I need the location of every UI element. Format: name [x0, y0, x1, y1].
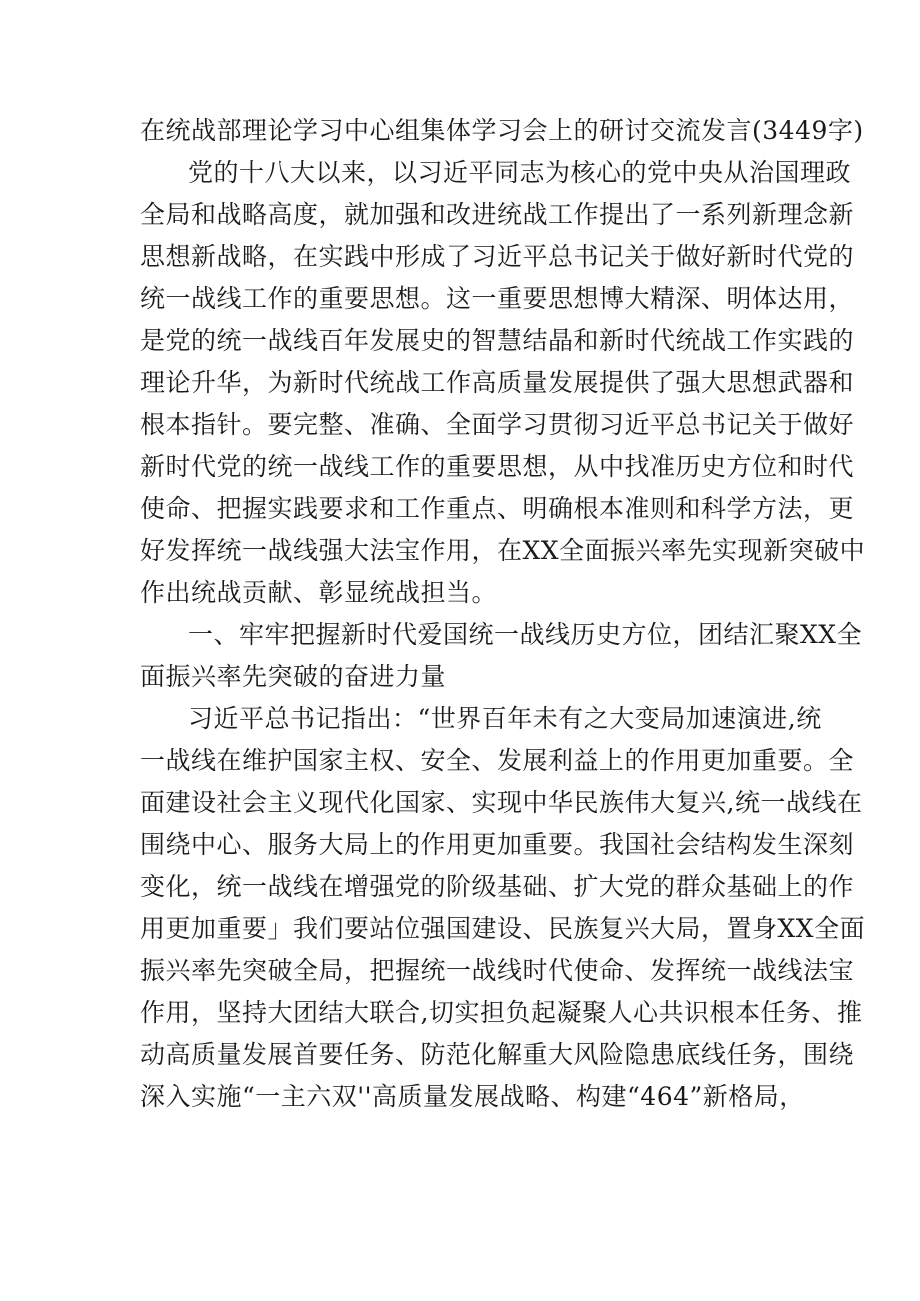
paragraph-line: 是党的统一战线百年发展史的智慧结晶和新时代统战工作实践的: [140, 326, 855, 355]
paragraph-line: 作用，坚持大团结大联合,切实担负起凝聚人心共识根本任务、推: [140, 998, 863, 1027]
paragraph-line: 全局和战略高度，就加强和改进统战工作提出了一系列新理念新: [140, 200, 855, 229]
paragraph-line: 理论升华，为新时代统战工作高质量发展提供了强大思想武器和: [140, 368, 855, 397]
paragraph-line: 统一战线工作的重要思想。这一重要思想博大精深、明体达用，: [140, 284, 855, 313]
paragraph-line: 一战线在维护国家主权、安全、发展利益上的作用更加重要。全: [140, 746, 855, 775]
paragraph-line: 变化，统一战线在增强党的阶级基础、扩大党的群众基础上的作: [140, 872, 855, 901]
paragraph-line: 党的十八大以来，以习近平同志为核心的党中央从治国理政: [188, 158, 852, 187]
paragraph-line: 动高质量发展首要任务、防范化解重大风险隐患底线任务，围绕: [140, 1040, 855, 1069]
paragraph-line: 使命、把握实践要求和工作重点、明确根本准则和科学方法，更: [140, 494, 855, 523]
section-heading: 一、牢牢把握新时代爱国统一战线历史方位，团结汇聚XX全: [188, 620, 863, 649]
paragraph-line: 用更加重要」我们要站位强国建设、民族复兴大局，置身XX全面: [140, 914, 866, 943]
paragraph-line: 新时代党的统一战线工作的重要思想，从中找准历史方位和时代: [140, 452, 855, 481]
paragraph-line: 好发挥统一战线强大法宝作用，在XX全面振兴率先实现新突破中: [140, 536, 866, 565]
paragraph-line: 习近平总书记指出：“世界百年未有之大变局加速演进,统: [188, 704, 822, 733]
section-heading: 面振兴率先突破的奋进力量: [140, 662, 447, 691]
paragraph-line: 根本指针。要完整、准确、全面学习贯彻习近平总书记关于做好: [140, 410, 855, 439]
paragraph-line: 深入实施“一主六双''高质量发展战略、构建“464”新格局，: [140, 1082, 805, 1111]
document-title: 在统战部理论学习中心组集体学习会上的研讨交流发言(3449字): [140, 116, 864, 145]
paragraph-line: 围绕中心、服务大局上的作用更加重要。我国社会结构发生深刻: [140, 830, 855, 859]
paragraph-line: 面建设社会主义现代化国家、实现中华民族伟大复兴,统一战线在: [140, 788, 863, 817]
paragraph-line: 思想新战略，在实践中形成了习近平总书记关于做好新时代党的: [140, 242, 855, 271]
paragraph-line: 振兴率先突破全局，把握统一战线时代使命、发挥统一战线法宝: [140, 956, 855, 985]
paragraph-line: 作出统战贡献、彰显统战担当。: [140, 578, 498, 607]
